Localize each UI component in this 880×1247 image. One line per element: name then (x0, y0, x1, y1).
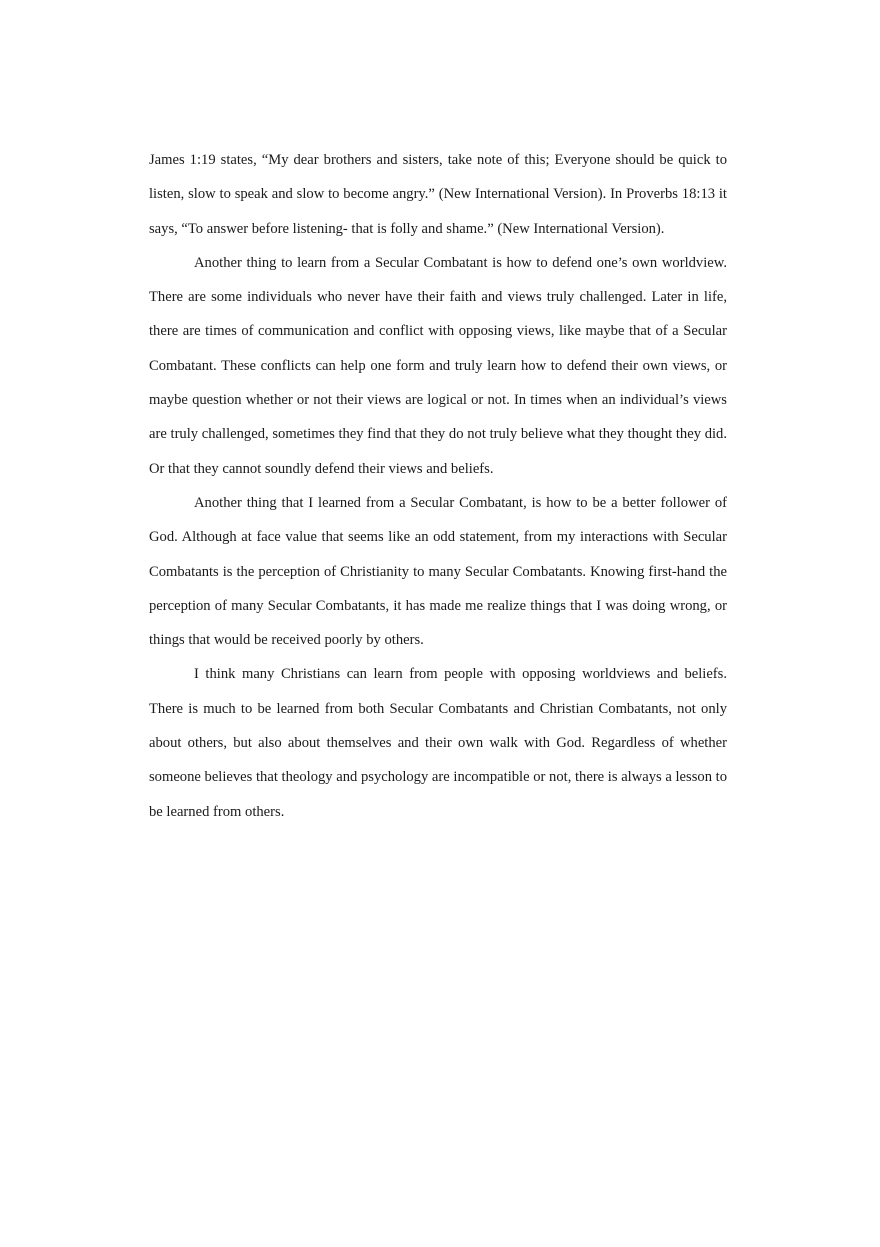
paragraph-2: Another thing to learn from a Secular Combatant is how to defend one’s own worldview. There are some individuals who never have their faith and views truly challenged. Later in life, there are times of communication and conflict with opposing views, like maybe that of a Secular Combatant. These conflicts can help one form and truly learn how to defend their own views, or maybe question whether or not their views are logical or not. In times when an individual’s views are truly challenged, sometimes they find that they do not truly believe what they thought they did. Or that they cannot soundly defend their views and beliefs. (149, 254, 727, 477)
paragraph-4: I think many Christians can learn from people with opposing worldviews and beliefs. There is much to be learned from both Secular Combatants and Christian Combatants, not only about others, but also about themselves and their own walk with God. Regardless of whether someone believes that theology and psychology are incompatible or not, there is always a lesson to be learned from others. (149, 666, 727, 820)
body-text (149, 143, 727, 829)
paragraph-1: James 1:19 states, “My dear brothers and sisters, take note of this; Everyone should be quick to listen, slow to speak and slow to become angry.” (New International Version). In Proverbs 18:13 it says, “To answer before listening- that is folly and shame.” (New International Version). (149, 152, 727, 237)
paragraph-3: Another thing that I learned from a Secular Combatant, is how to be a better follower of God. Although at face value that seems like an odd statement, from my interactions with Secular Combatants is the perception of Christianity to many Secular Combatants. Knowing first-hand the perception of many Secular Combatants, it has made me realize things that I was doing wrong, or things that would be received poorly by others. (149, 494, 727, 649)
